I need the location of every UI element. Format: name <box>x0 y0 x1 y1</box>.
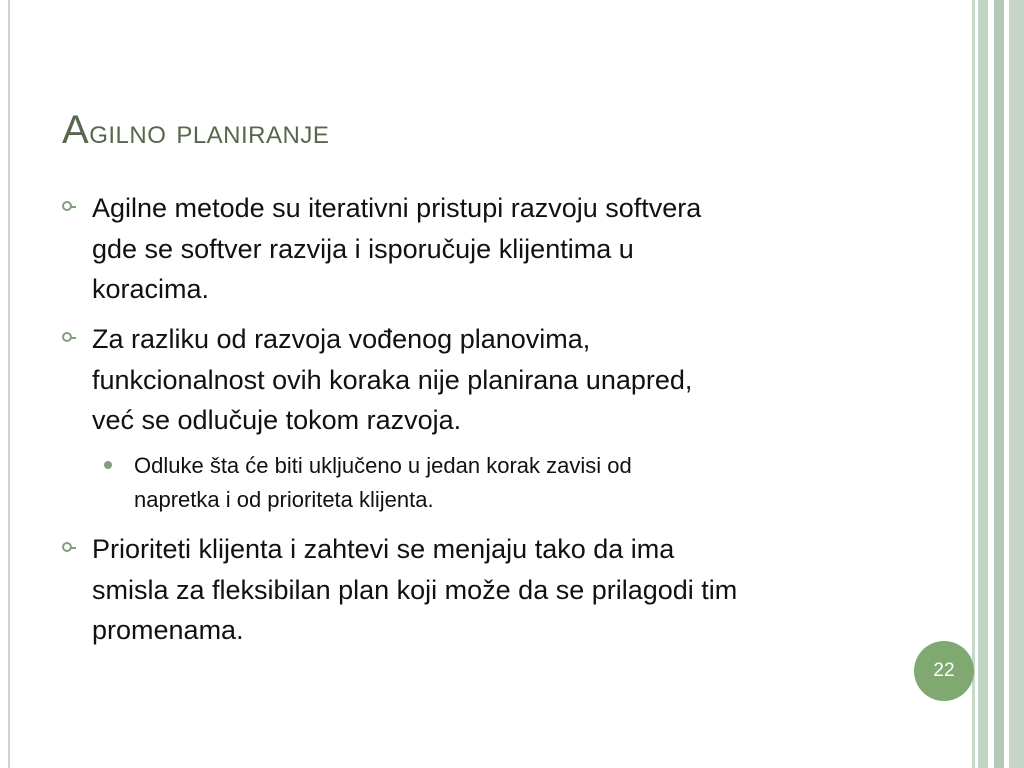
bullet-line: gde se softver razvija i isporučuje klijentima u <box>92 233 634 264</box>
ring-bullet-icon <box>62 542 72 552</box>
right-stripe <box>978 0 988 768</box>
right-stripe <box>1009 0 1024 768</box>
right-stripe <box>972 0 975 768</box>
ring-bullet-icon <box>62 332 72 342</box>
bullet-line: Agilne metode su iterativni pristupi razvoju softvera <box>92 193 702 223</box>
bullet-line: smisla za fleksibilan plan koji može da se prilagodi tim <box>92 574 738 605</box>
right-stripe <box>994 0 1004 768</box>
bullet-text <box>92 529 872 651</box>
ring-bullet-icon <box>62 201 72 211</box>
dot-bullet-icon <box>104 461 112 469</box>
sub-bullet-line: Odluke šta će biti uključeno u jedan korak zavisi od <box>134 453 632 478</box>
bullet-line: Prioriteti klijenta i zahtevi se menjaju tako da ima <box>92 534 675 564</box>
page-number-badge <box>914 641 974 701</box>
bullet-line: koracima. <box>92 274 210 304</box>
bullet-line: promenama. <box>92 615 244 645</box>
bullet-line: Za razliku od razvoja vođenog planovima, <box>92 324 591 354</box>
slide-title-first-letter: A <box>62 108 90 152</box>
sub-bullet-line: napretka i od prioriteta klijenta. <box>134 487 434 512</box>
bullet-text <box>92 188 872 310</box>
bullet-line: funkcionalnost ovih koraka nije planirana unapred, <box>92 364 693 395</box>
bullet-line: već se odlučuje tokom razvoja. <box>92 405 462 435</box>
page-number: 22 <box>933 660 955 681</box>
slide-title <box>62 108 329 153</box>
slide-title-rest: gilno planiranje <box>89 113 330 151</box>
left-border-line <box>8 0 10 768</box>
bullet-text <box>92 319 872 441</box>
sub-bullet-text <box>134 449 814 517</box>
